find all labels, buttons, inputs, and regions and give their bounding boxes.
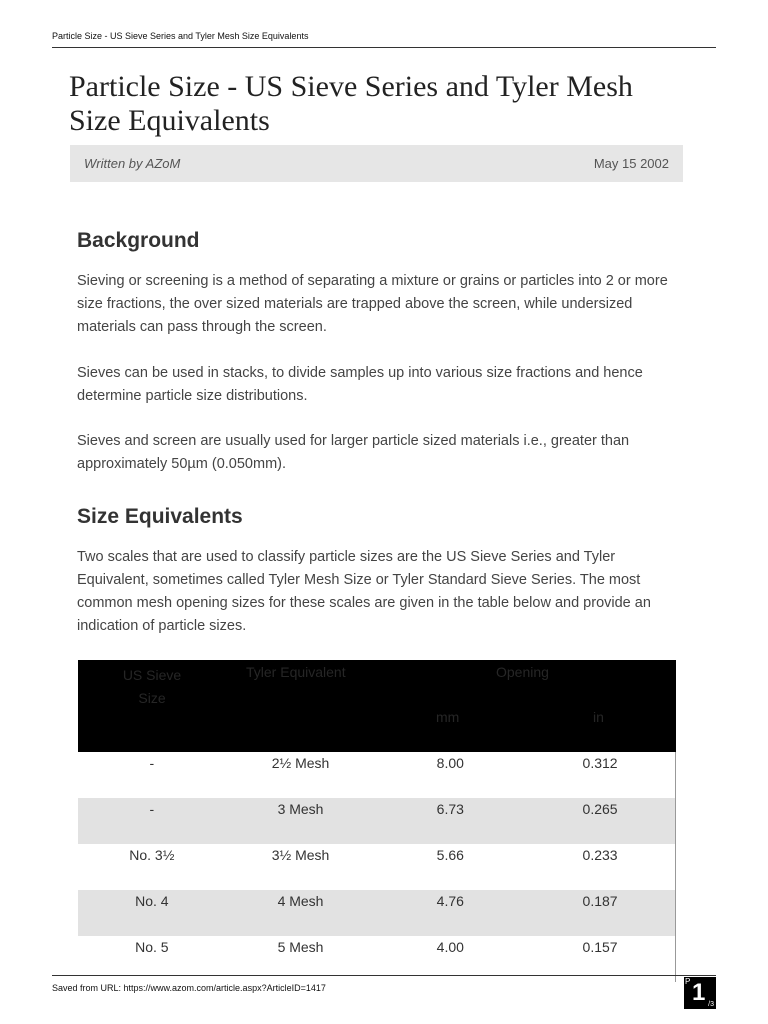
page-total: /3	[708, 1001, 714, 1008]
cell-in: 0.187	[582, 893, 618, 909]
byline-bar	[70, 145, 683, 182]
paragraph: Two scales that are used to classify particle sizes are the US Sieve Series and Tyler Equivalent, sometimes called Tyler Mesh Size or Tyler Standard Sieve Series. The most common mesh opening sizes for these scales are given in the table below and provide an indication of particle sizes.	[77, 549, 651, 634]
cell-in: 0.265	[582, 801, 618, 817]
paragraph: Sieves and screen are usually used for larger particle sized materials i.e., greater than approximately 50µm (0.050mm).	[77, 433, 630, 472]
article-title: Particle Size - US Sieve Series and Tyler Mesh Size Equivalents	[69, 70, 633, 137]
cell-in: 0.233	[582, 847, 618, 863]
page-prefix: P	[685, 977, 691, 986]
cell-us-sieve: -	[149, 755, 155, 771]
table-row	[78, 798, 676, 844]
header-divider	[52, 47, 716, 48]
publish-date: May 15 2002	[593, 156, 669, 171]
header-in: in	[593, 709, 604, 725]
paragraph: Sieves can be used in stacks, to divide samples up into various size fractions and hence determine particle size distributions.	[77, 365, 643, 404]
author: Written by AZoM	[84, 156, 181, 171]
table-row	[78, 890, 676, 936]
page-number: 1	[692, 979, 706, 1006]
cell-us-sieve: No. 4	[135, 893, 169, 909]
cell-tyler: 4 Mesh	[277, 893, 324, 909]
cell-tyler: 3 Mesh	[277, 801, 324, 817]
footer-divider	[52, 975, 716, 976]
cell-tyler: 5 Mesh	[277, 939, 324, 955]
header-tyler: Tyler Equivalent	[246, 664, 346, 680]
cell-in: 0.312	[582, 755, 618, 771]
section-heading-size-equivalents: Size Equivalents	[77, 505, 243, 528]
cell-tyler: 3½ Mesh	[271, 847, 330, 863]
saved-from-url: Saved from URL: https://www.azom.com/article.aspx?ArticleID=1417	[52, 983, 326, 993]
cell-mm: 4.00	[436, 939, 464, 955]
header-opening: Opening	[496, 664, 549, 680]
cell-mm: 6.73	[436, 801, 464, 817]
cell-us-sieve: No. 5	[135, 939, 169, 955]
cell-mm: 4.76	[436, 893, 464, 909]
section-heading-background: Background	[77, 229, 200, 252]
table-header	[78, 660, 676, 752]
header-us-sieve: US Sieve Size	[122, 667, 182, 706]
header-mm: mm	[436, 709, 460, 725]
page-number-badge	[684, 977, 716, 1009]
paragraph: Sieving or screening is a method of separating a mixture or grains or particles into 2 or more size fractions, the over sized materials are trapped above the screen, while undersized materials can pass through the screen.	[77, 273, 668, 335]
cell-us-sieve: -	[149, 801, 155, 817]
cell-mm: 8.00	[436, 755, 464, 771]
table-row	[78, 844, 676, 890]
cell-tyler: 2½ Mesh	[271, 755, 330, 771]
table-row	[78, 752, 676, 798]
cell-mm: 5.66	[436, 847, 464, 863]
cell-us-sieve: No. 3½	[129, 847, 175, 863]
size-table	[78, 660, 676, 982]
running-header: Particle Size - US Sieve Series and Tyler Mesh Size Equivalents	[52, 31, 309, 41]
cell-in: 0.157	[582, 939, 618, 955]
